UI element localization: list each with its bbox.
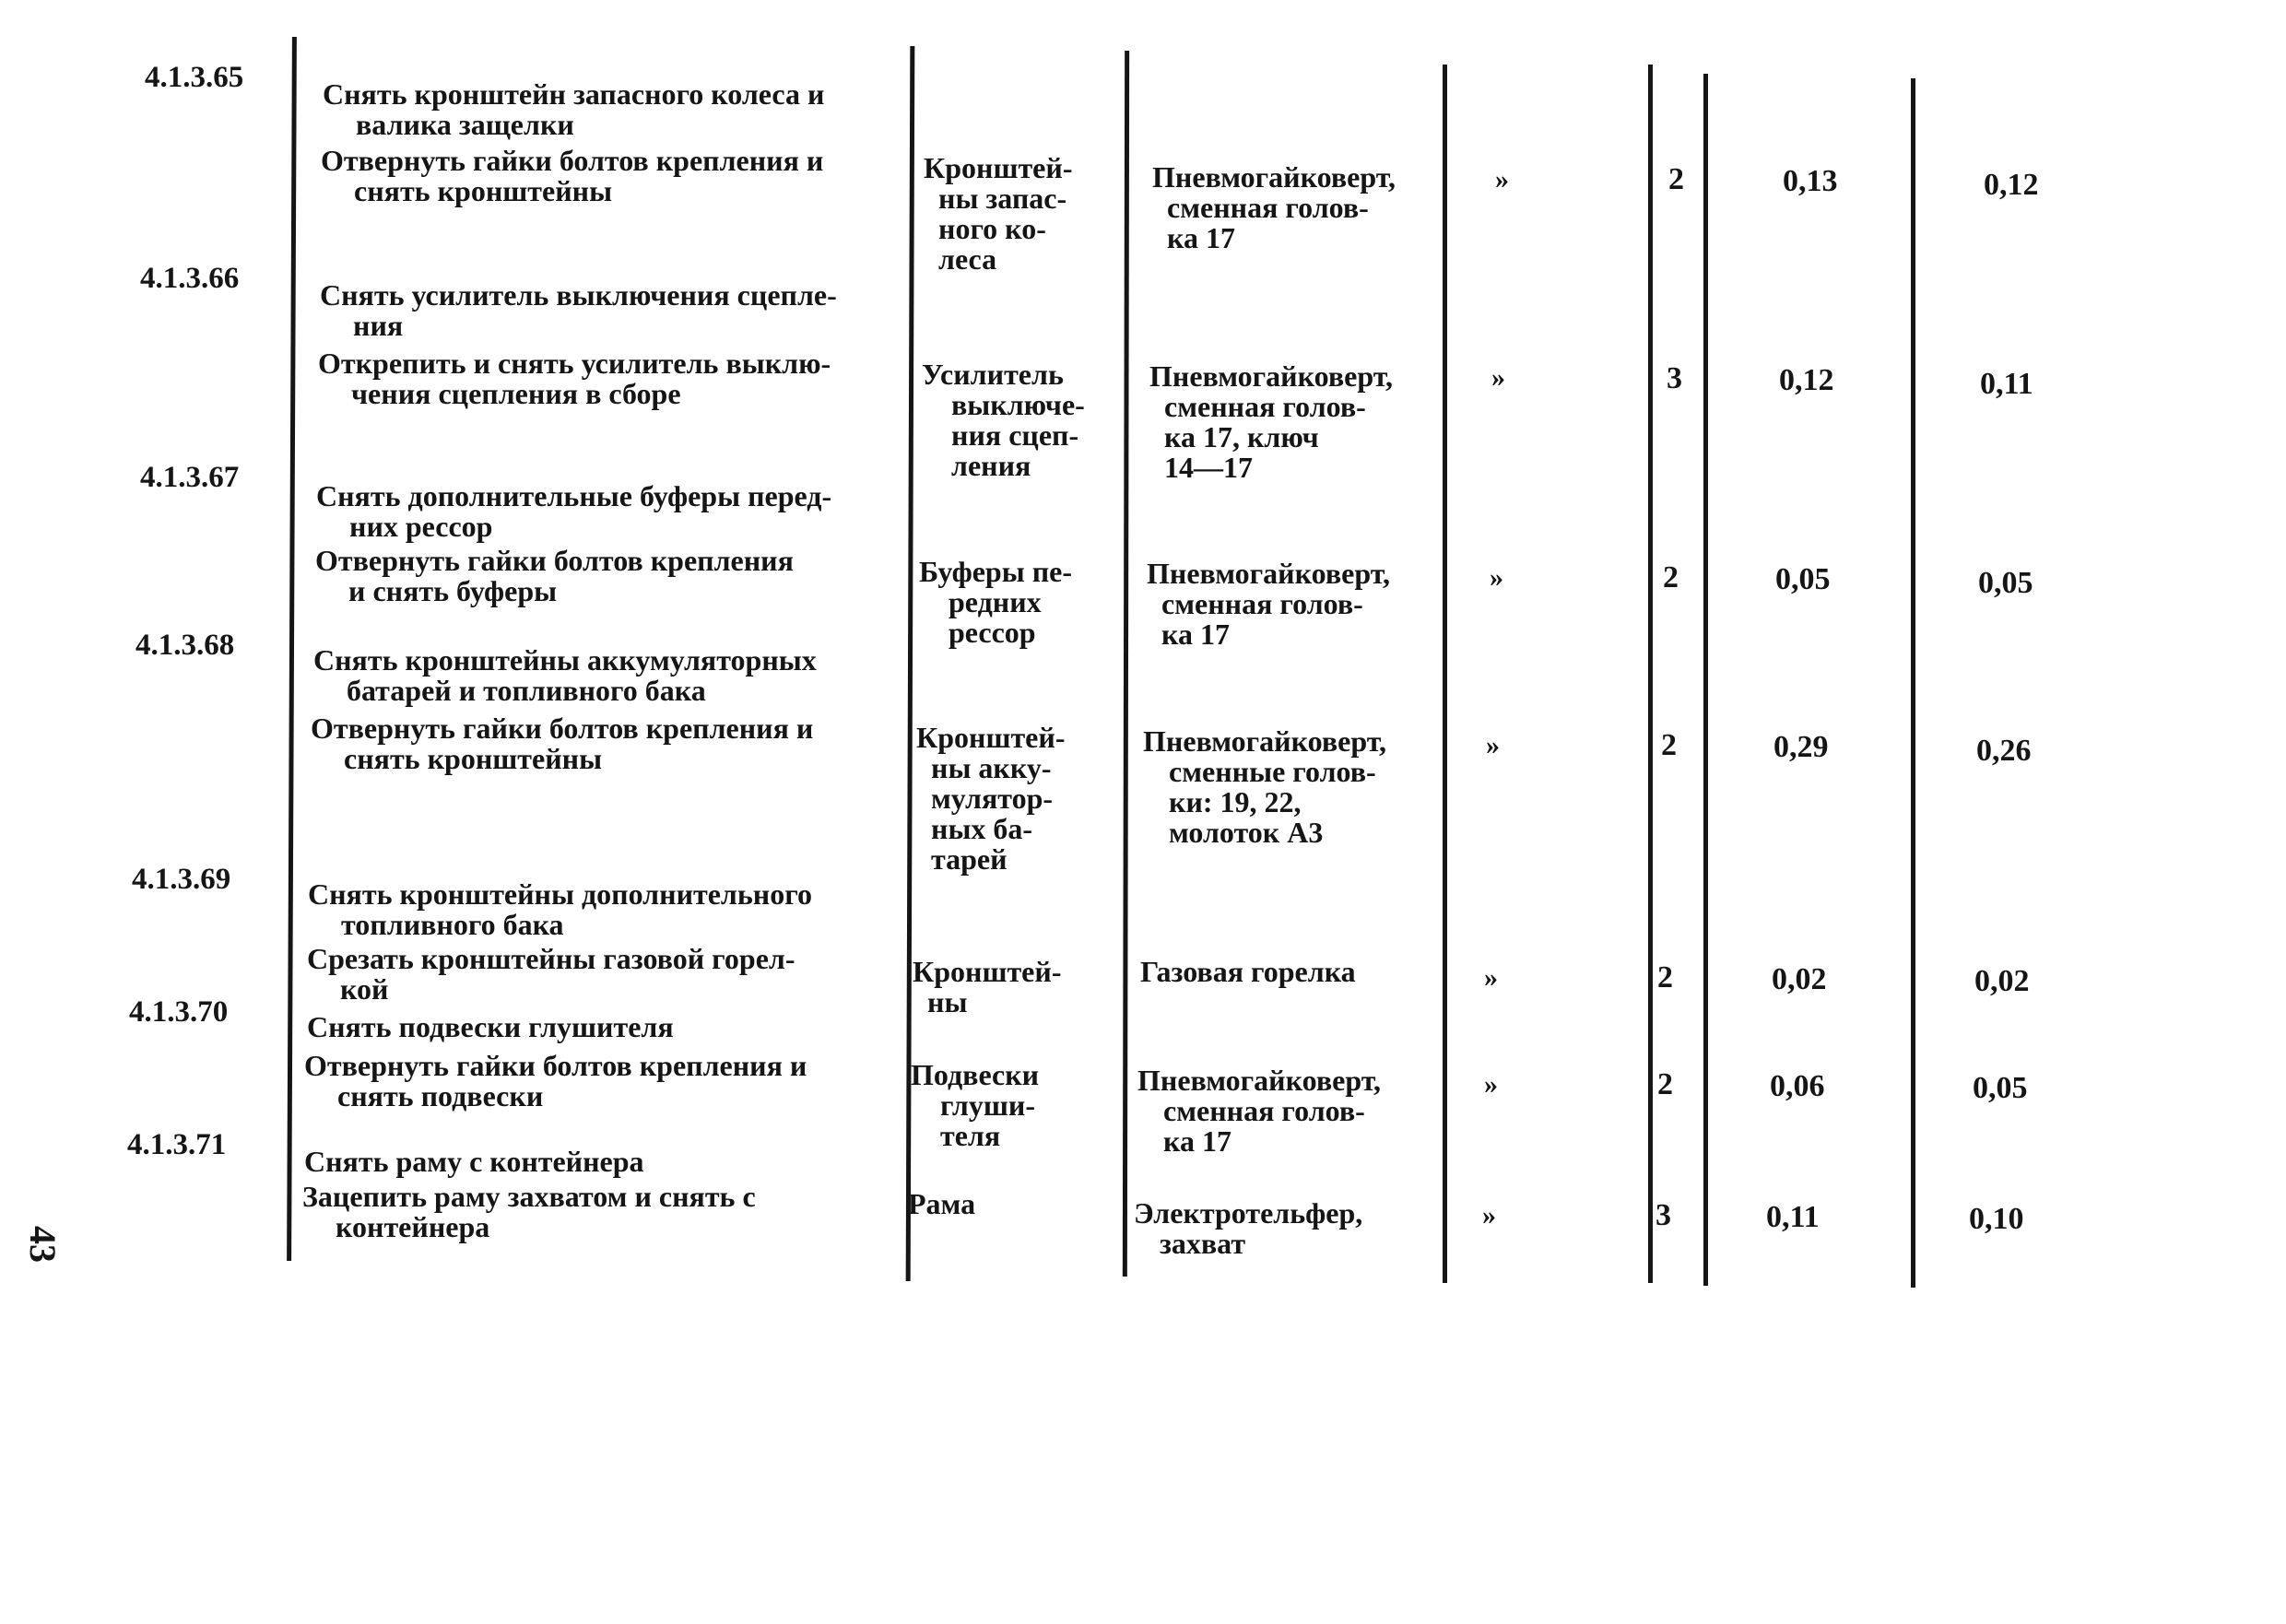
operation-action: Отвернуть гайки болтов крепления и снять буферы (315, 544, 794, 607)
object-name: Кронштей- ны акку- мулятор- ных ба- тарей (916, 721, 1066, 876)
time-value-1: 0,05 (1775, 562, 1831, 596)
operation-title: Снять дополнительные буферы перед- них рессор (316, 479, 832, 543)
category-value: 2 (1657, 960, 1673, 994)
time-value-1: 0,06 (1770, 1069, 1825, 1103)
time-value-1: 0,29 (1773, 730, 1829, 764)
object-name: Подвески глуши- теля (911, 1058, 1040, 1152)
operation-code: 4.1.3.67 (140, 461, 240, 494)
category-value: 2 (1663, 560, 1679, 594)
tool-name: Газовая горелка (1140, 955, 1356, 988)
operation-code: 4.1.3.66 (140, 262, 240, 295)
operation-action: Отвернуть гайки болтов крепления и снять кронштейны (321, 144, 824, 207)
operation-title: Снять кронштейны аккумуляторных батарей и топливного бака (313, 643, 817, 707)
column-rule-1 (287, 37, 297, 1261)
time-value-2: 0,12 (1984, 168, 2039, 202)
ditto-mark: » (1482, 1200, 1496, 1230)
time-value-2: 0,26 (1976, 734, 2032, 768)
time-value-2: 0,10 (1969, 1202, 2024, 1236)
tool-name: Пневмогайковерт, сменная голов- ка 17 (1152, 160, 1396, 254)
column-rule-6 (1703, 74, 1708, 1286)
ditto-mark: » (1484, 1069, 1498, 1100)
operation-action: Зацепить раму захватом и снять с контейнера (302, 1180, 756, 1243)
operation-action: Открепить и снять усилитель выклю- чения сцепления в сборе (318, 347, 831, 410)
category-value: 2 (1668, 162, 1684, 196)
category-value: 3 (1667, 361, 1682, 395)
operation-action: Срезать кронштейны газовой горел- кой (307, 942, 795, 1006)
time-value-2: 0,11 (1980, 367, 2033, 401)
tool-name: Пневмогайковерт, сменная голов- ка 17 (1147, 557, 1390, 651)
column-rule-7 (1911, 78, 1915, 1288)
tool-name: Пневмогайковерт, сменная голов- ка 17, ключ 14—17 (1149, 359, 1393, 484)
time-value-2: 0,02 (1974, 964, 2030, 998)
operation-title: Снять подвески глушителя (307, 1010, 674, 1043)
ditto-mark: » (1491, 362, 1505, 393)
object-name: Буферы пе- редних рессор (919, 555, 1072, 649)
time-value-2: 0,05 (1973, 1071, 2028, 1105)
category-value: 2 (1661, 728, 1677, 762)
time-value-1: 0,13 (1783, 164, 1838, 198)
tool-name: Электротельфер, захват (1134, 1196, 1363, 1260)
tool-name: Пневмогайковерт, сменные голов- ки: 19, 22, молоток А3 (1143, 724, 1386, 849)
object-name: Кронштей- ны (913, 955, 1062, 1018)
tool-name: Пневмогайковерт, сменная голов- ка 17 (1137, 1064, 1381, 1158)
object-name: Рама (908, 1187, 976, 1220)
time-value-1: 0,02 (1772, 962, 1827, 996)
ditto-mark: » (1486, 730, 1500, 760)
operation-action: Отвернуть гайки болтов крепления и снять кронштейны (311, 712, 814, 775)
object-name: Усилитель выключе- ния сцеп- ления (922, 358, 1085, 482)
column-rule-5 (1648, 65, 1653, 1283)
time-value-1: 0,12 (1779, 363, 1834, 397)
operation-code: 4.1.3.69 (132, 863, 231, 896)
operation-code: 4.1.3.70 (129, 995, 229, 1029)
page-number: 43 (22, 1226, 64, 1263)
column-rule-4 (1443, 65, 1447, 1283)
ditto-mark: » (1495, 164, 1509, 194)
column-rule-3 (1123, 51, 1129, 1277)
operation-code: 4.1.3.68 (136, 629, 235, 662)
operation-title: Снять кронштейны дополнительного топливного бака (308, 877, 812, 941)
ditto-mark: » (1490, 562, 1503, 593)
operation-title: Снять кронштейн запасного колеса и валика защелки (323, 77, 825, 141)
operation-title: Снять раму с контейнера (304, 1145, 644, 1178)
time-value-2: 0,05 (1978, 566, 2033, 600)
category-value: 3 (1656, 1198, 1671, 1232)
operation-title: Снять усилитель выключения сцепле- ния (320, 278, 837, 342)
category-value: 2 (1657, 1067, 1673, 1101)
time-value-1: 0,11 (1766, 1200, 1820, 1234)
operation-code: 4.1.3.65 (145, 61, 244, 94)
ditto-mark: » (1484, 962, 1498, 993)
operation-action: Отвернуть гайки болтов крепления и снять подвески (304, 1049, 807, 1112)
operation-code: 4.1.3.71 (127, 1128, 227, 1161)
object-name: Кронштей- ны запас- ного ко- леса (924, 151, 1073, 276)
